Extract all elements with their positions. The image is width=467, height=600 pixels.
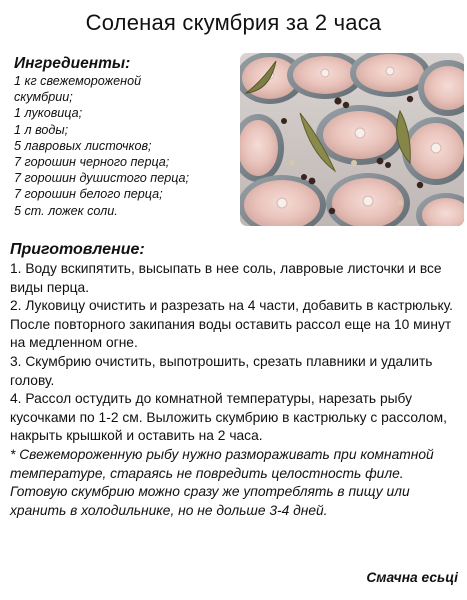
ingredient-line: 1 луковица;	[14, 106, 83, 121]
ingredients-block	[14, 54, 236, 219]
ingredient-line: 7 горошин черного перца;	[14, 155, 170, 170]
ingredient-line: 7 горошин белого перца;	[14, 187, 163, 202]
preparation-step: 2. Луковицу очистить и разрезать на 4 части, добавить в кастрюльку. После повторного закипания воды оставить рассол еще на 10 минут на медленном огне.	[10, 298, 453, 351]
preparation-step: 4. Рассол остудить до комнатной температуры, нарезать рыбу кусочками по 1-2 см. Выложить скумбрию в кастрюльку с рассолом, накрыть крышкой и оставить на 2 часа.	[10, 391, 448, 444]
preparation-note: * Свежемороженную рыбу нужно размораживать при комнатной температуре, стараясь не повредить целостность филе. Готовую скумбрию можно сразу же употреблять в пищу или хранить в холодильнике, но не дольше 3-4 дней.	[10, 446, 434, 518]
preparation-block	[10, 240, 462, 520]
ingredient-line: 5 лавровых листочков;	[14, 138, 152, 153]
preparation-step: 1. Воду вскипятить, высыпать в нее соль, лавровые листочки и все виды перца.	[10, 261, 442, 295]
signature: Смачна есьці	[366, 570, 458, 585]
preparation-heading: Приготовление:	[10, 241, 145, 258]
ingredients-heading: Ингредиенты:	[14, 55, 131, 72]
ingredient-line: 7 горошин душистого перца;	[14, 171, 190, 186]
ingredient-line: скумбрии;	[14, 90, 73, 105]
ingredient-line: 1 л воды;	[14, 122, 69, 137]
ingredient-line: 5 ст. ложек соли.	[14, 203, 118, 218]
preparation-step: 3. Скумбрию очистить, выпотрошить, срезать плавники и удалить голову.	[10, 353, 433, 388]
ingredient-line: 1 кг свежемороженой	[14, 74, 142, 88]
mackerel-photo-illustration	[240, 53, 464, 226]
recipe-title: Соленая скумбрия за 2 часа	[85, 10, 382, 35]
mackerel-photo	[240, 53, 464, 226]
